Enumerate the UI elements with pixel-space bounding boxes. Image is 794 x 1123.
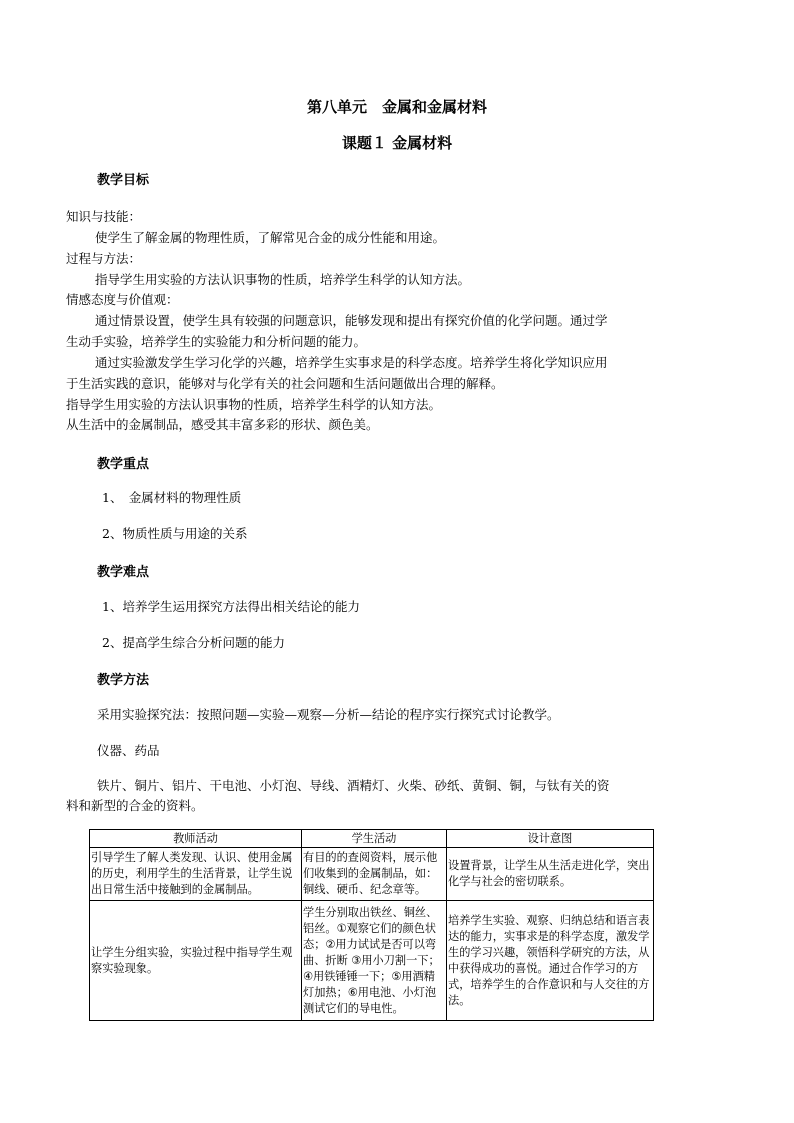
key-points-heading: 教学重点 — [97, 457, 150, 472]
unit-title: 第八单元 金属和金属材料 — [306, 98, 487, 116]
knowledge-text: 使学生了解金属的物理性质，了解常见合金的成分性能和用途。 — [95, 230, 446, 245]
student-activity-cell: 学生分别取出铁丝、铜丝、铝丝。①观察它们的颜色状态；②用力试试是否可以弯曲、折断 ③用小刀割一下；④用铁锤锤一下；⑤用酒精灯加热；⑥用电池、小灯泡测试它们的导电性。 — [302, 901, 447, 1021]
knowledge-label: 知识与技能： — [66, 209, 142, 224]
table-header-row — [90, 830, 654, 848]
emotion-paragraph-2-line-1: 通过实验激发学生学习化学的兴趣，培养学生实事求是的科学态度。培养学生将化学知识应用 — [95, 355, 608, 370]
design-intent-cell: 培养学生实验、观察、归纳总结和语言表达的能力，实事求是的科学态度，激发学生的学习兴趣，领悟科学研究的方法，从中获得成功的喜悦。通过合作学习的方式，培养学生的合作意识和与人交往的方法。 — [447, 901, 654, 1021]
lesson-title: 课题１ 金属材料 — [341, 134, 453, 152]
difficulty-1: 1、培养学生运用探究方法得出相关结论的能力 — [102, 599, 360, 614]
emotion-paragraph-1-line-1: 通过情景设置，使学生具有较强的问题意识，能够发现和提出有探究价值的化学问题。通过学 — [95, 313, 608, 328]
key-point-2: 2、物质性质与用途的关系 — [102, 526, 248, 541]
header-student-activity: 学生活动 — [302, 830, 447, 848]
header-design-intent: 设计意图 — [447, 830, 654, 848]
extra-objective-2: 从生活中的金属制品，感受其丰富多彩的形状、颜色美。 — [66, 417, 379, 432]
student-activity-cell: 有目的的查阅资料，展示他们收集到的金属制品，如：铜线、硬币、纪念章等。 — [302, 848, 447, 901]
process-label: 过程与方法： — [66, 251, 142, 266]
difficulty-2: 2、提高学生综合分析问题的能力 — [102, 635, 285, 650]
emotion-paragraph-2-line-2: 于生活实践的意识，能够对与化学有关的社会问题和生活问题做出合理的解释。 — [66, 376, 504, 391]
materials-line-1: 铁片、铜片、铝片、干电池、小灯泡、导线、酒精灯、火柴、砂纸、黄铜、铜，与钛有关的资 — [97, 778, 610, 793]
table-row — [90, 901, 654, 1021]
methods-heading: 教学方法 — [97, 673, 150, 688]
materials-line-2: 料和新型的合金的资料。 — [66, 798, 204, 813]
header-teacher-activity: 教师活动 — [90, 830, 302, 848]
teacher-activity-cell: 引导学生了解人类发现、认识、使用金属的历史，利用学生的生活背景，让学生说出日常生活中接触到的金属制品。 — [90, 848, 302, 901]
extra-objective-1: 指导学生用实验的方法认识事物的性质，培养学生科学的认知方法。 — [66, 397, 442, 412]
activity-table — [89, 829, 654, 1021]
table-row — [90, 848, 654, 901]
teacher-activity-cell: 让学生分组实验，实验过程中指导学生观察实验现象。 — [90, 901, 302, 1021]
difficulties-heading: 教学难点 — [97, 565, 150, 580]
objectives-heading: 教学目标 — [97, 173, 150, 188]
emotion-label: 情感态度与价值观： — [66, 292, 179, 307]
emotion-paragraph-1-line-2: 生动手实验，培养学生的实验能力和分析问题的能力。 — [66, 334, 367, 349]
materials-heading: 仪器、药品 — [97, 743, 160, 758]
design-intent-cell: 设置背景，让学生从生活走进化学，突出化学与社会的密切联系。 — [447, 848, 654, 901]
methods-text: 采用实验探究法：按照问题—实验—观察—分析—结论的程序实行探究式讨论教学。 — [97, 707, 560, 722]
key-point-1: 1、 金属材料的物理性质 — [102, 490, 242, 505]
process-text: 指导学生用实验的方法认识事物的性质，培养学生科学的认知方法。 — [95, 272, 471, 287]
